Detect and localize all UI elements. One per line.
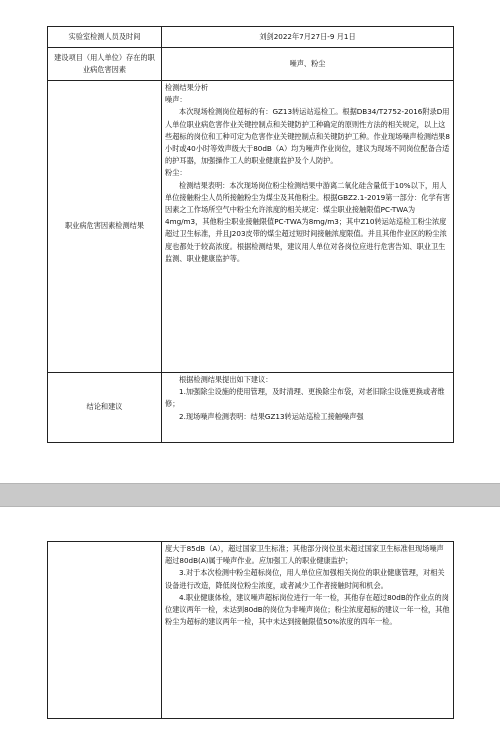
hazard-factors-label: 建设项目（用人单位）存在的职业病危害因素 <box>48 48 162 81</box>
noise-analysis-paragraph: 本次现场检测岗位超标的有：GZ13转运站巡检工。根据DB34/T2752-2016附录D用人单位职业病危害作业关键控制点和关键防护工种确定的原则性方法的相关规定，以上这些超标的岗位和工种可定为危害作业关键控制点和关键防护工种。作业现场噪声检测结果8小时或40小时等效声级大于80dB（A）均为噪声作业岗位，建议为现场不同岗位配备合适的护耳器，加强操作工人的职业健康监护及个人防护。 <box>165 107 450 166</box>
results-heading: 检测结果分析 <box>165 83 209 92</box>
conclusion-content <box>162 373 454 443</box>
dust-subheading: 粉尘： <box>165 168 187 178</box>
recommendation-item-4: 4.职业健康体检，建议噪声超标岗位进行一年一检，其他存在超过80dB的作业点的岗位建议两年一检，未达到80dB的岗位为非噪声岗位；粉尘浓度超标的建议一年一检，其他粉尘为超标的建议两年一检，其中未达到接触限值50%浓度的四年一检。 <box>165 592 450 627</box>
hazard-factors-value: 噪声、粉尘 <box>162 48 454 81</box>
document-page-2 <box>0 507 500 750</box>
recommendation-item-2-continued: 度大于85dB（A），超过国家卫生标准；其他部分岗位虽未超过国家卫生标准但现场噪声超过80dB(A)属于噪声作业。应加强工人的职业健康监护； <box>165 544 444 566</box>
conclusion-label: 结论和建议 <box>48 373 162 443</box>
table-row <box>48 81 454 373</box>
noise-subheading: 噪声： <box>165 95 187 105</box>
table-row <box>48 373 454 443</box>
dust-analysis-paragraph: 检测结果表明：本次现场岗位粉尘检测结果中游离二氧化硅含量低于10%以下，用人单位接触粉尘人员所接触粉尘为煤尘及其他粉尘。根据GBZ2.1-2019第一部分：化学有害因素之工作场所空气中粉尘允许浓度的相关规定：煤尘职业接触限值PC-TWA为4mg/m3，其他粉尘职业接触限值PC-TWA为8mg/m3；其中Z10转运站巡检工粉尘浓度超过卫生标准，并且J203皮带的煤尘超过短时间接触浓度限值。并且其他作业区的粉尘浓度也都处于较高浓度。根据检测结果，建议用人单位对各岗位应进行危害告知、职业卫生监测、职业健康监护等。 <box>165 180 450 263</box>
detection-results-label: 职业病危害因素检测结果 <box>48 81 162 373</box>
report-table <box>47 26 454 443</box>
conclusion-label-empty <box>48 542 162 719</box>
conclusion-continued-content <box>162 542 454 719</box>
report-table-continued <box>47 541 454 719</box>
recommendation-item-3: 3.对于本次检测中粉尘超标岗位，用人单位应加强相关岗位的职业健康管理，对相关设备进行改造，降低岗位粉尘浓度，或者减少工作者接触时间和机会。 <box>165 568 445 590</box>
page-separator <box>0 483 500 507</box>
lab-personnel-label: 实验室检测人员及时间 <box>48 27 162 48</box>
table-row <box>48 27 454 48</box>
recommendation-intro: 根据检测结果提出如下建议： <box>179 375 273 384</box>
recommendation-item-1: 1.加强除尘设施的使用管理，及时清理、更换除尘布袋，对老旧除尘设施更换或者维修； <box>165 387 445 409</box>
table-row <box>48 542 454 719</box>
lab-personnel-value: 刘剑2022年7月27日-9 月1日 <box>162 27 454 48</box>
detection-results-content <box>162 81 454 373</box>
table-row <box>48 48 454 81</box>
recommendation-item-2: 2.现场噪声检测表明：结果GZ13转运站巡检工接触噪声强 <box>179 411 364 421</box>
